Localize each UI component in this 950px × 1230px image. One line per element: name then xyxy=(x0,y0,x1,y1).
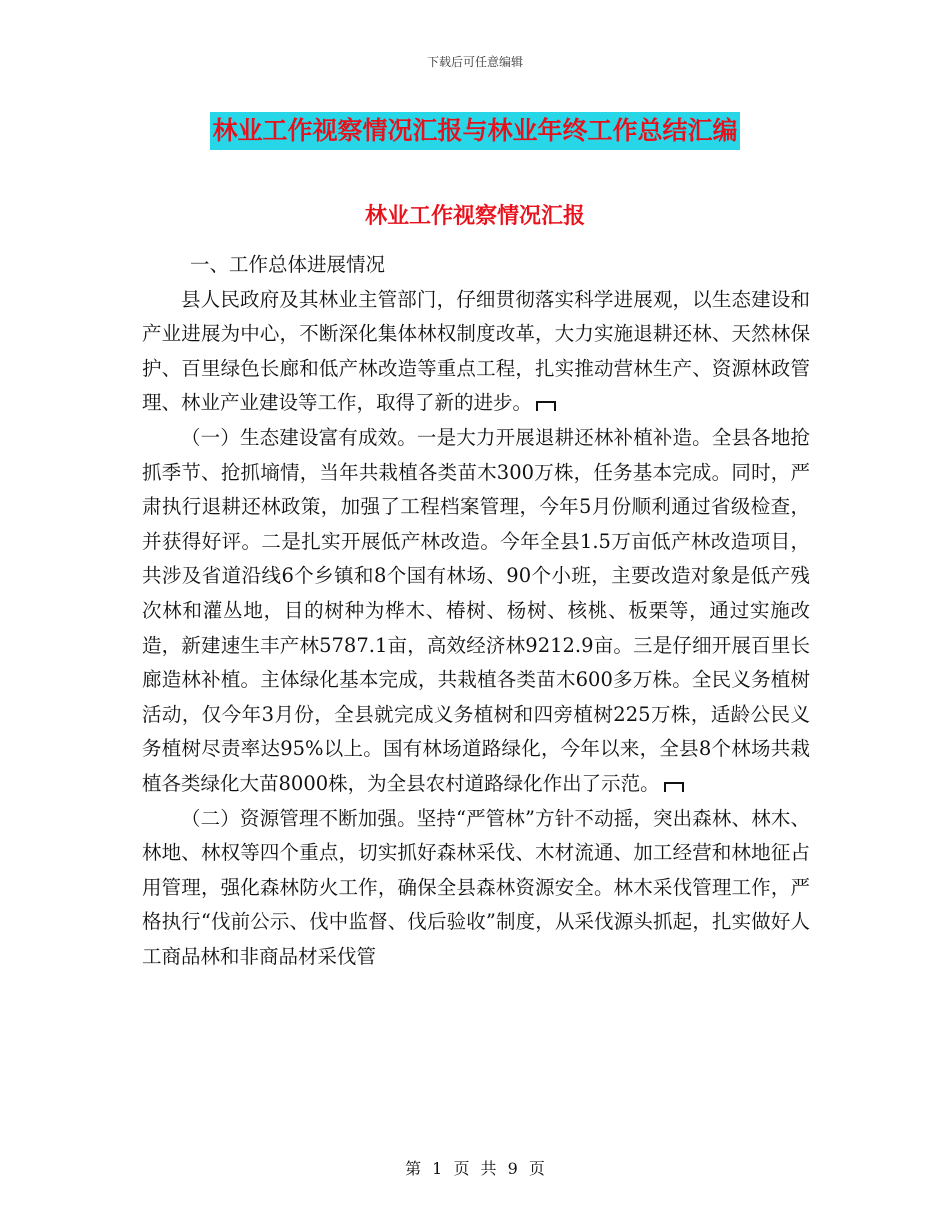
paragraph-resource xyxy=(142,802,810,975)
paragraph-intro-text: 县人民政府及其林业主管部门，仔细贯彻落实科学进展观，以生态建设和产业进展为中心，不断深化集体林权制度改革，大力实施退耕还林、天然林保护、百里绿色长廊和低产林改造等重点工程，扎实推动营林生产、资源林政管理、林业产业建设等工作，取得了新的进步。 xyxy=(142,287,810,415)
paragraph-mark-icon xyxy=(536,401,556,411)
sub-title: 林业工作视察情况汇报 xyxy=(364,204,585,229)
page-footer: 第 1 页 共 9 页 xyxy=(405,1159,545,1178)
paragraph-resource-text: （二）资源管理不断加强。坚持“严管林”方针不动摇，突出森林、林木、林地、林权等四个重点，切实抓好森林采伐、木材流通、加工经营和林地征占用管理，强化森林防火工作，确保全县森林资源安全。林木采伐管理工作，严格执行“伐前公示、伐中监督、伐后验收”制度，从采伐源头抓起，扎实做好人工商品林和非商品材采伐管 xyxy=(142,806,810,968)
paragraph-ecology xyxy=(142,421,810,802)
section-heading: 一、工作总体进展情况 xyxy=(190,253,386,276)
paragraph-ecology-text: （一）生态建设富有成效。一是大力开展退耕还林补植补造。全县各地抢抓季节、抢抓墒情，当年共栽植各类苗木300万株，任务基本完成。同时，严肃执行退耕还林政策，加强了工程档案管理，今年5月份顺利通过省级检查，并获得好评。二是扎实开展低产林改造。今年全县1.5万亩低产林改造项目，共涉及省道沿线6个乡镇和8个国有林场、90个小班，主要改造对象是低产残次林和灌丛地，目的树种为桦木、椿树、杨树、核桃、板栗等，通过实施改造，新建速生丰产林5787.1亩，高效经济林9212.9亩。三是仔细开展百里长廊造林补植。主体绿化基本完成，共栽植各类苗木600多万株。全民义务植树活动，仅今年3月份，全县就完成义务植树和四旁植树225万株，适龄公民义务植树尽责率达95%以上。国有林场道路绿化，今年以来，全县8个林场共栽植各类绿化大苗8000株，为全县农村道路绿化作出了示范。 xyxy=(142,425,810,795)
header-note: 下载后可任意编辑 xyxy=(426,55,523,69)
document-body xyxy=(142,248,810,974)
main-title: 林业工作视察情况汇报与林业年终工作总结汇编 xyxy=(210,112,739,150)
paragraph-mark-icon xyxy=(664,782,684,792)
paragraph-intro xyxy=(142,283,810,421)
main-title-wrap xyxy=(0,112,950,150)
